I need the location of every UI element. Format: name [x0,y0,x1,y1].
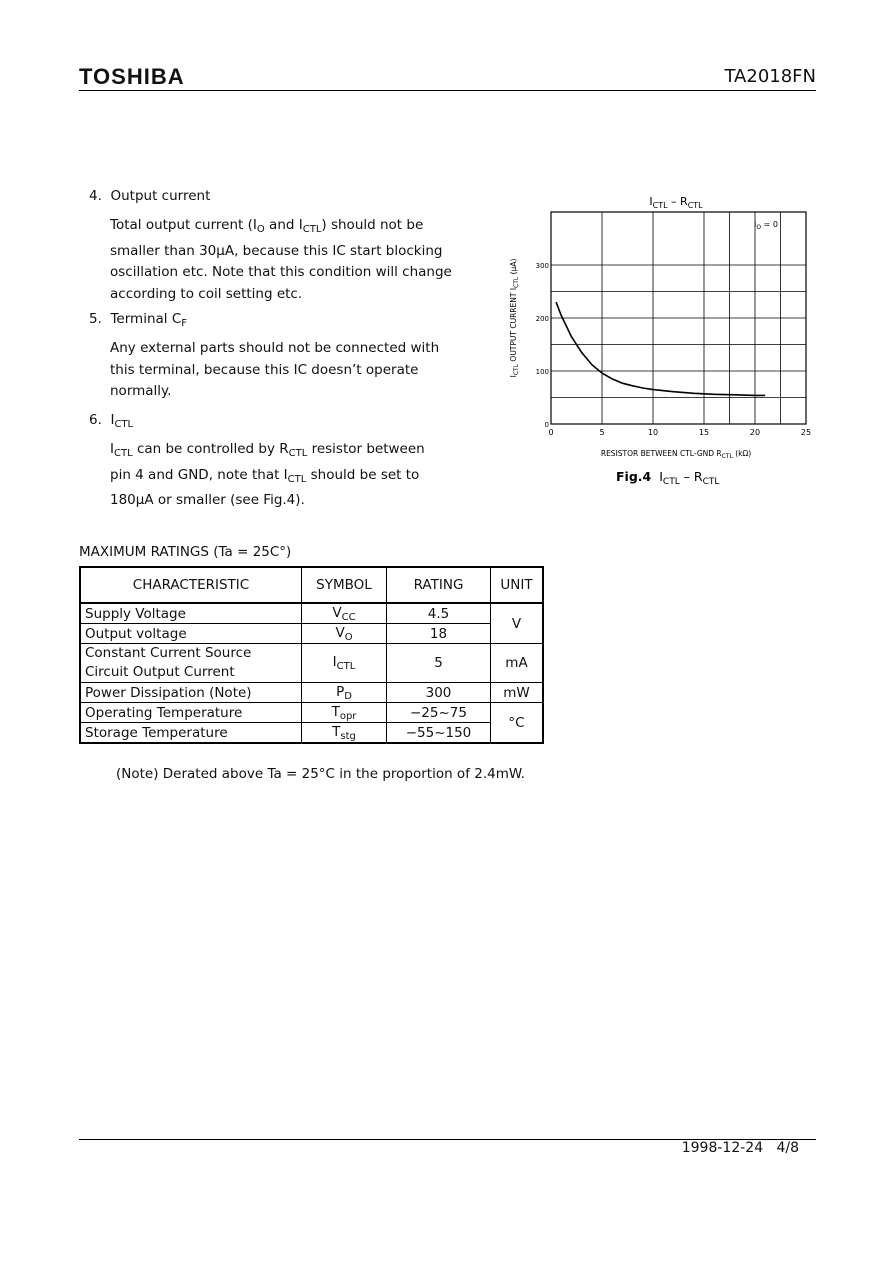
table-row [80,603,543,624]
symbol-cell: $T_{stg}$ [302,723,387,744]
table-row [80,624,543,644]
rating-cell: −55~150 [387,723,491,744]
characteristic-cell: Storage Temperature [80,723,302,744]
chart-title: $I_{CTL} - R_{CTL}$ [649,195,703,210]
y-axis-label: $I_{CTL}$ OUTPUT CURRENT $I_{CTL}$ (μA) [509,258,520,378]
x-tick-label: 20 [749,428,761,437]
rating-cell: 4.5 [387,603,491,624]
x-tick-label: 25 [800,428,812,437]
characteristic-cell: Operating Temperature [80,703,302,723]
characteristic-cell: Output voltage [80,624,302,644]
rating-cell: 300 [387,683,491,703]
x-tick-label: 0 [548,428,554,437]
footer-date-page: 1998-12-24 4/8 [681,1140,799,1156]
unit-cell: °C [491,703,544,744]
section-6-heading: 6. $I_{CTL}$ [89,412,134,430]
symbol-cell: $I_{CTL}$ [302,644,387,683]
text-line: pin 4 and GND, note that $I_{CTL}$ should be set to [110,466,420,485]
unit-cell: mW [491,683,544,703]
series-line [556,302,765,395]
text-line: normally. [110,383,172,399]
symbol-cell: $T_{opr}$ [302,703,387,723]
text-line: 180μA or smaller (see Fig.4). [110,492,305,508]
y-tick-label: 200 [535,315,549,323]
unit-cell: V [491,603,544,644]
symbol-cell: $P_D$ [302,683,387,703]
section-5-paragraph [110,338,439,403]
text-line: this terminal, because this IC doesn’t operate [110,361,419,378]
symbol-cell: $V_O$ [302,624,387,644]
header-rule [79,90,816,91]
text-line: according to coil setting etc. [110,285,303,302]
section-6-paragraph [110,439,425,512]
rating-cell: −25~75 [387,703,491,723]
header-characteristic: CHARACTERISTIC [80,567,302,603]
header-symbol: SYMBOL [302,567,387,603]
symbol-cell: $V_{CC}$ [302,603,387,624]
rating-cell: 5 [387,644,491,683]
unit-cell: mA [491,644,544,683]
y-tick-labels [536,262,549,429]
rating-cell: 18 [387,624,491,644]
characteristic-cell: Constant Current Source Circuit Output Current [80,644,302,683]
x-tick-label: 15 [698,428,710,437]
characteristic-cell: Power Dissipation (Note) [80,683,302,703]
table-row [80,683,543,703]
part-number: TA2018FN [724,66,816,87]
header-rating: RATING [387,567,491,603]
section-5-heading: 5. Terminal $C_F$ [89,311,188,329]
header-unit: UNIT [491,567,544,603]
ictl-rctl-chart [500,185,830,495]
figure-caption: Fig.4 $I_{CTL} - R_{CTL}$ [616,469,720,487]
ratings-title: MAXIMUM RATINGS (Ta = 25C°) [79,544,292,560]
table-row [80,703,543,723]
table-row [80,723,543,744]
characteristic-cell: Supply Voltage [80,603,302,624]
y-tick-label: 300 [535,262,549,270]
section-4-paragraph [110,215,452,305]
x-tick-labels [548,428,811,437]
x-axis-label: RESISTOR BETWEEN CTL-GND $R_{CTL}$ (kΩ) [600,449,752,460]
toshiba-logo: TOSHIBA [79,64,185,89]
y-tick-label: 0 [544,421,549,429]
text-line: Total output current ($I_O$ and $I_{CTL}$) should not be [110,217,424,235]
text-line: smaller than 30μA, because this IC start blocking [110,242,443,259]
y-tick-label: 100 [535,368,549,376]
text-line: Any external parts should not be connected with [110,340,440,356]
ratings-table [79,566,544,744]
table-header-row [80,567,543,603]
section-4-heading: 4. Output current [89,188,211,204]
x-tick-label: 5 [599,428,605,437]
text-line: oscillation etc. Note that this condition will change [110,264,452,280]
table-row [80,644,543,683]
text-line: $I_{CTL}$ can be controlled by $R_{CTL}$ resistor between [110,441,425,459]
annotation-io-zero: $I_O = 0$ [754,220,778,231]
ratings-note: (Note) Derated above Ta = 25°C in the proportion of 2.4mW. [116,766,525,782]
x-tick-label: 10 [647,428,659,437]
